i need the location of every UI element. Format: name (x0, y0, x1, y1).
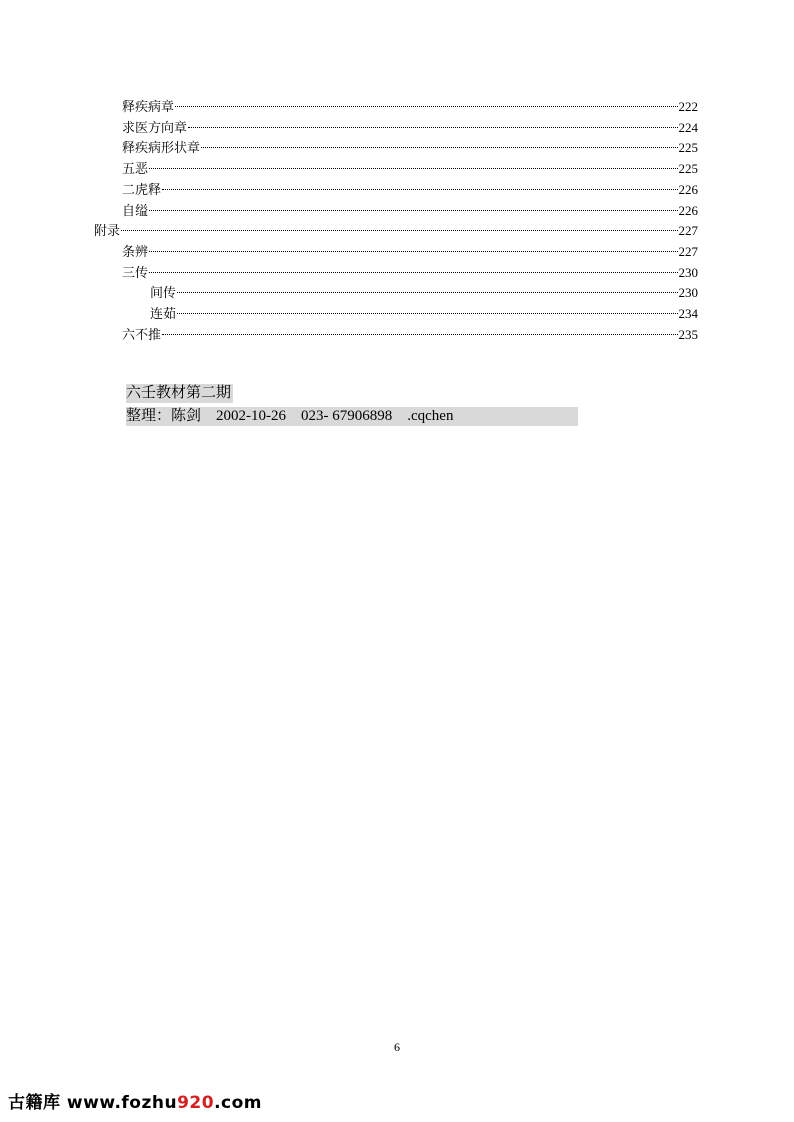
watermark-number: 920 (177, 1093, 215, 1113)
toc-entry-page: 230 (678, 285, 698, 301)
note-credits: 整理：陈剑 2002-10-26 023- 67906898 .cqchen (126, 407, 578, 426)
toc-entry-page: 224 (678, 119, 698, 135)
toc-entry-page: 225 (678, 140, 698, 156)
toc-entry-label: 求医方向章 (122, 119, 188, 135)
toc-entry[interactable] (122, 118, 698, 138)
toc-dot-leader (149, 251, 677, 252)
toc-entry[interactable] (122, 201, 698, 221)
toc-entry-label: 二虎释 (122, 181, 162, 197)
toc-entry-label: 释疾病形状章 (122, 140, 201, 156)
toc-entry-page: 230 (678, 264, 698, 280)
toc-dot-leader (162, 334, 677, 335)
toc-entry[interactable] (122, 159, 698, 179)
site-watermark (8, 1088, 262, 1113)
toc-dot-leader (162, 189, 677, 190)
toc-entry[interactable] (150, 304, 698, 324)
toc-dot-leader (149, 272, 677, 273)
toc-entry-page: 227 (678, 223, 698, 239)
toc-entry-page: 222 (678, 99, 698, 114)
toc-dot-leader (177, 313, 677, 314)
page-number: 6 (394, 1040, 400, 1054)
toc-entry[interactable] (122, 180, 698, 200)
toc-entry-page: 226 (678, 202, 698, 218)
watermark-domain: .com (214, 1093, 263, 1113)
toc-entry-label: 三传 (122, 264, 149, 280)
toc-entry-page: 226 (678, 181, 698, 197)
toc-entry-label: 条辨 (122, 243, 149, 259)
toc-dot-leader (201, 147, 677, 148)
note-title: 六壬教材第二期 (126, 385, 232, 401)
toc-entry-page: 225 (678, 161, 698, 177)
toc-entry[interactable] (122, 242, 698, 262)
toc-dot-leader (149, 168, 677, 169)
toc-entry[interactable] (122, 325, 698, 345)
toc-dot-leader (149, 210, 677, 211)
toc-dot-leader (177, 292, 677, 293)
toc-entry-label: 连茹 (150, 306, 177, 321)
toc-dot-leader (175, 106, 677, 107)
toc-entry-label: 自缢 (122, 202, 149, 218)
toc-entry[interactable] (94, 221, 698, 241)
toc-entry-label: 附录 (94, 223, 121, 239)
toc-entry[interactable] (122, 263, 698, 283)
toc-dot-leader (121, 230, 677, 231)
watermark-text: 古籍库 www.fozhu (8, 1093, 178, 1113)
toc-entry-label: 间传 (150, 285, 177, 301)
toc-entry[interactable] (150, 283, 698, 303)
toc-entry-page: 227 (678, 243, 698, 259)
toc-dot-leader (188, 127, 677, 128)
toc-entry[interactable] (122, 97, 698, 117)
toc-entry-page: 234 (678, 306, 698, 321)
toc-entry-label: 六不推 (122, 326, 162, 342)
toc-entry-label: 释疾病章 (122, 99, 175, 114)
toc-entry-page: 235 (678, 326, 698, 342)
toc-entry[interactable] (122, 138, 698, 158)
toc-entry-label: 五恶 (122, 161, 149, 177)
